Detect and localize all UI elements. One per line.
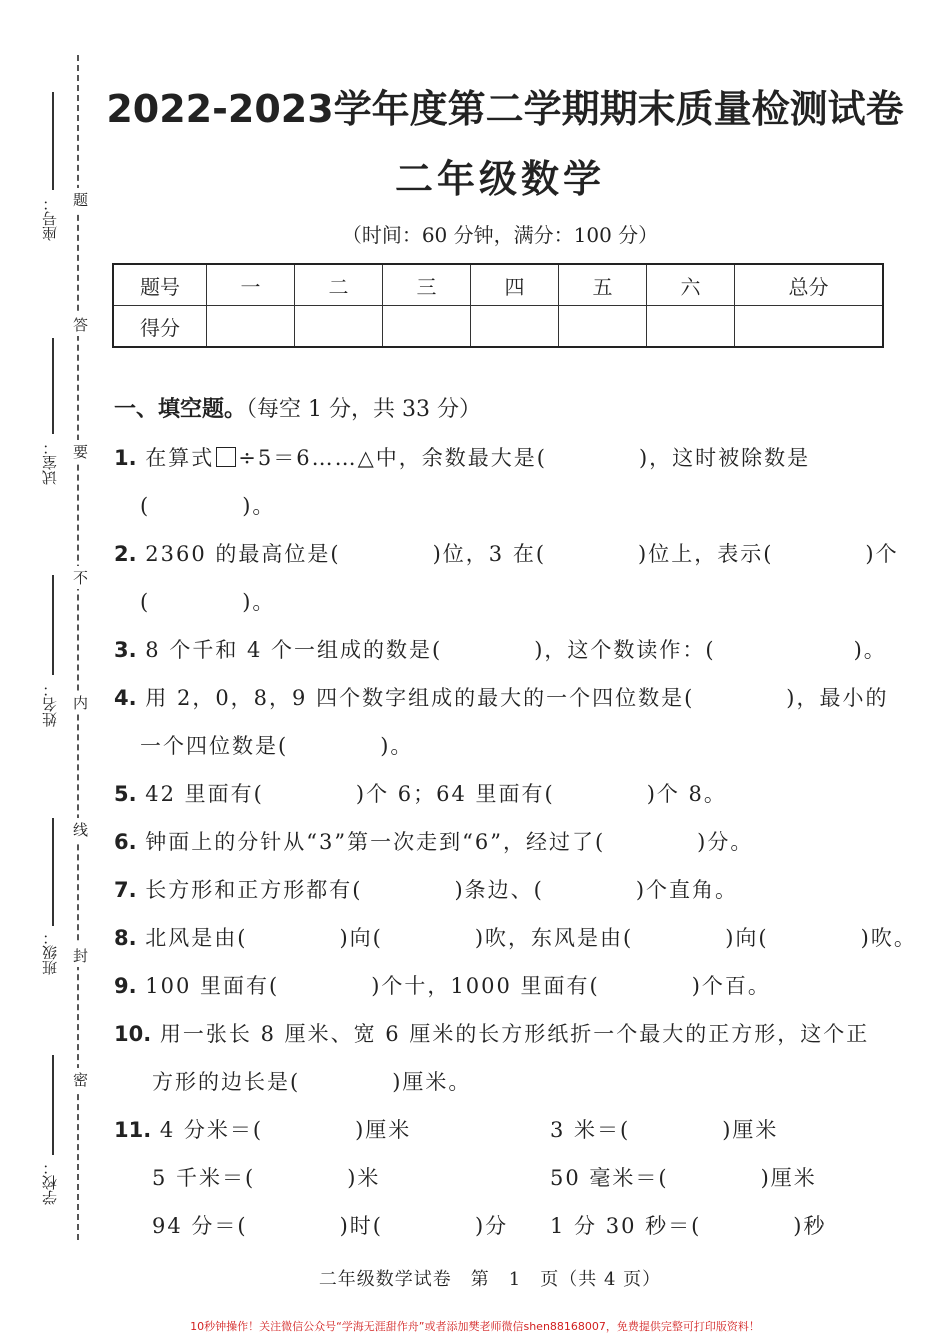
question-number: 2.	[114, 542, 137, 566]
question-9	[114, 970, 771, 1000]
conversion-item: 3 米＝( )厘米	[550, 1118, 779, 1142]
promo-banner: 10秒钟操作！关注微信公众号“学海无涯甜作舟”或者添加樊老师微信shen88168007，免费提供完整可打印版资料！	[190, 1320, 760, 1333]
section-title: 一、填空题。	[114, 397, 247, 422]
seal-mark: 线	[70, 818, 91, 841]
score-table	[112, 263, 884, 348]
question-text: ÷5＝6……△中，余数最大是( )，这时被除数是	[238, 446, 811, 470]
score-header-row	[113, 264, 883, 306]
score-cell[interactable]	[647, 306, 735, 348]
seat-label: 座号：	[41, 196, 59, 241]
question-text: 2360 的最高位是( )位，3 在( )位上，表示( )个	[145, 542, 899, 566]
school-label: 学校：	[41, 1160, 59, 1205]
name-underline	[52, 575, 54, 675]
page-title: 2022-2023学年度第二学期期末质量检测试卷	[106, 87, 904, 131]
time-info: （时间：60 分钟，满分：100 分）	[341, 223, 659, 247]
question-4-line2: 一个四位数是( )。	[140, 734, 414, 758]
header-cell: 五	[559, 264, 647, 306]
seal-mark: 密	[70, 1068, 91, 1091]
question-text: 42 里面有( )个 6；64 里面有( )个 8。	[145, 782, 727, 806]
conversion-item: 1 分 30 秒＝( )秒	[550, 1214, 827, 1238]
question-number: 1.	[114, 446, 137, 470]
question-text: 钟面上的分针从“3”第一次走到“6”，经过了( )分。	[145, 830, 754, 854]
conversion-item: 4 分米＝( )厘米	[159, 1118, 412, 1142]
question-10-line2: 方形的边长是( )厘米。	[152, 1070, 472, 1094]
header-cell: 题号	[113, 264, 207, 306]
question-number: 3.	[114, 638, 137, 662]
score-cell[interactable]	[559, 306, 647, 348]
question-text: 用 2，0，8，9 四个数字组成的最大的一个四位数是( )，最小的	[145, 686, 889, 710]
question-number: 6.	[114, 830, 137, 854]
question-4	[114, 682, 888, 712]
class-underline	[52, 818, 54, 926]
question-number: 9.	[114, 974, 137, 998]
class-label: 班级：	[41, 930, 59, 975]
conversion-item: 5 千米＝( )米	[152, 1166, 381, 1190]
section-heading	[114, 392, 481, 423]
score-row-label: 得分	[113, 306, 207, 348]
question-6	[114, 826, 753, 856]
question-text: 长方形和正方形都有( )条边、( )个直角。	[145, 878, 739, 902]
page-footer: 二年级数学试卷 第 1 页（共 4 页）	[318, 1269, 662, 1290]
page-subtitle: 二年级数学	[394, 157, 605, 201]
room-label: 试室：	[41, 440, 59, 485]
question-11	[114, 1114, 411, 1144]
question-number: 10.	[114, 1022, 152, 1046]
header-cell: 总分	[735, 264, 884, 306]
conversion-item: 94 分＝( )时( )分	[152, 1214, 509, 1238]
school-underline	[52, 1055, 54, 1155]
name-label: 姓名：	[41, 682, 59, 727]
seal-mark: 封	[70, 944, 91, 967]
question-5	[114, 778, 727, 808]
header-cell: 二	[295, 264, 383, 306]
question-text: 8 个千和 4 个一组成的数是( )，这个数读作：( )。	[145, 638, 887, 662]
question-8	[114, 922, 917, 952]
question-number: 4.	[114, 686, 137, 710]
room-underline	[52, 338, 54, 434]
question-text: 100 里面有( )个十，1000 里面有( )个百。	[145, 974, 771, 998]
question-text: 北风是由( )向( )吹，东风是由( )向( )吹。	[145, 926, 917, 950]
question-number: 11.	[114, 1118, 152, 1142]
conversion-item: 50 毫米＝( )厘米	[550, 1166, 817, 1190]
question-number: 7.	[114, 878, 137, 902]
seal-mark: 内	[70, 691, 91, 714]
question-10	[114, 1018, 869, 1048]
question-text: 用一张长 8 厘米、宽 6 厘米的长方形纸折一个最大的正方形，这个正	[159, 1022, 870, 1046]
header-cell: 四	[471, 264, 559, 306]
score-cell[interactable]	[471, 306, 559, 348]
seal-mark: 题	[70, 188, 91, 211]
question-1	[114, 442, 810, 472]
score-cell[interactable]	[735, 306, 884, 348]
question-number: 8.	[114, 926, 137, 950]
seal-mark: 答	[70, 313, 91, 336]
question-7	[114, 874, 738, 904]
score-cell[interactable]	[295, 306, 383, 348]
seal-mark: 不	[70, 566, 91, 589]
score-cell[interactable]	[207, 306, 295, 348]
question-number: 5.	[114, 782, 137, 806]
score-cell[interactable]	[383, 306, 471, 348]
square-box	[216, 447, 236, 467]
question-2-line2: ( )。	[140, 590, 276, 614]
question-3	[114, 634, 887, 664]
header-cell: 一	[207, 264, 295, 306]
question-1-line2: ( )。	[140, 494, 276, 518]
score-row	[113, 306, 883, 348]
question-text: 在算式	[145, 446, 215, 470]
header-cell: 三	[383, 264, 471, 306]
seal-mark: 要	[70, 440, 91, 463]
question-2	[114, 538, 899, 568]
header-cell: 六	[647, 264, 735, 306]
section-note: （每空 1 分，共 33 分）	[246, 397, 481, 422]
